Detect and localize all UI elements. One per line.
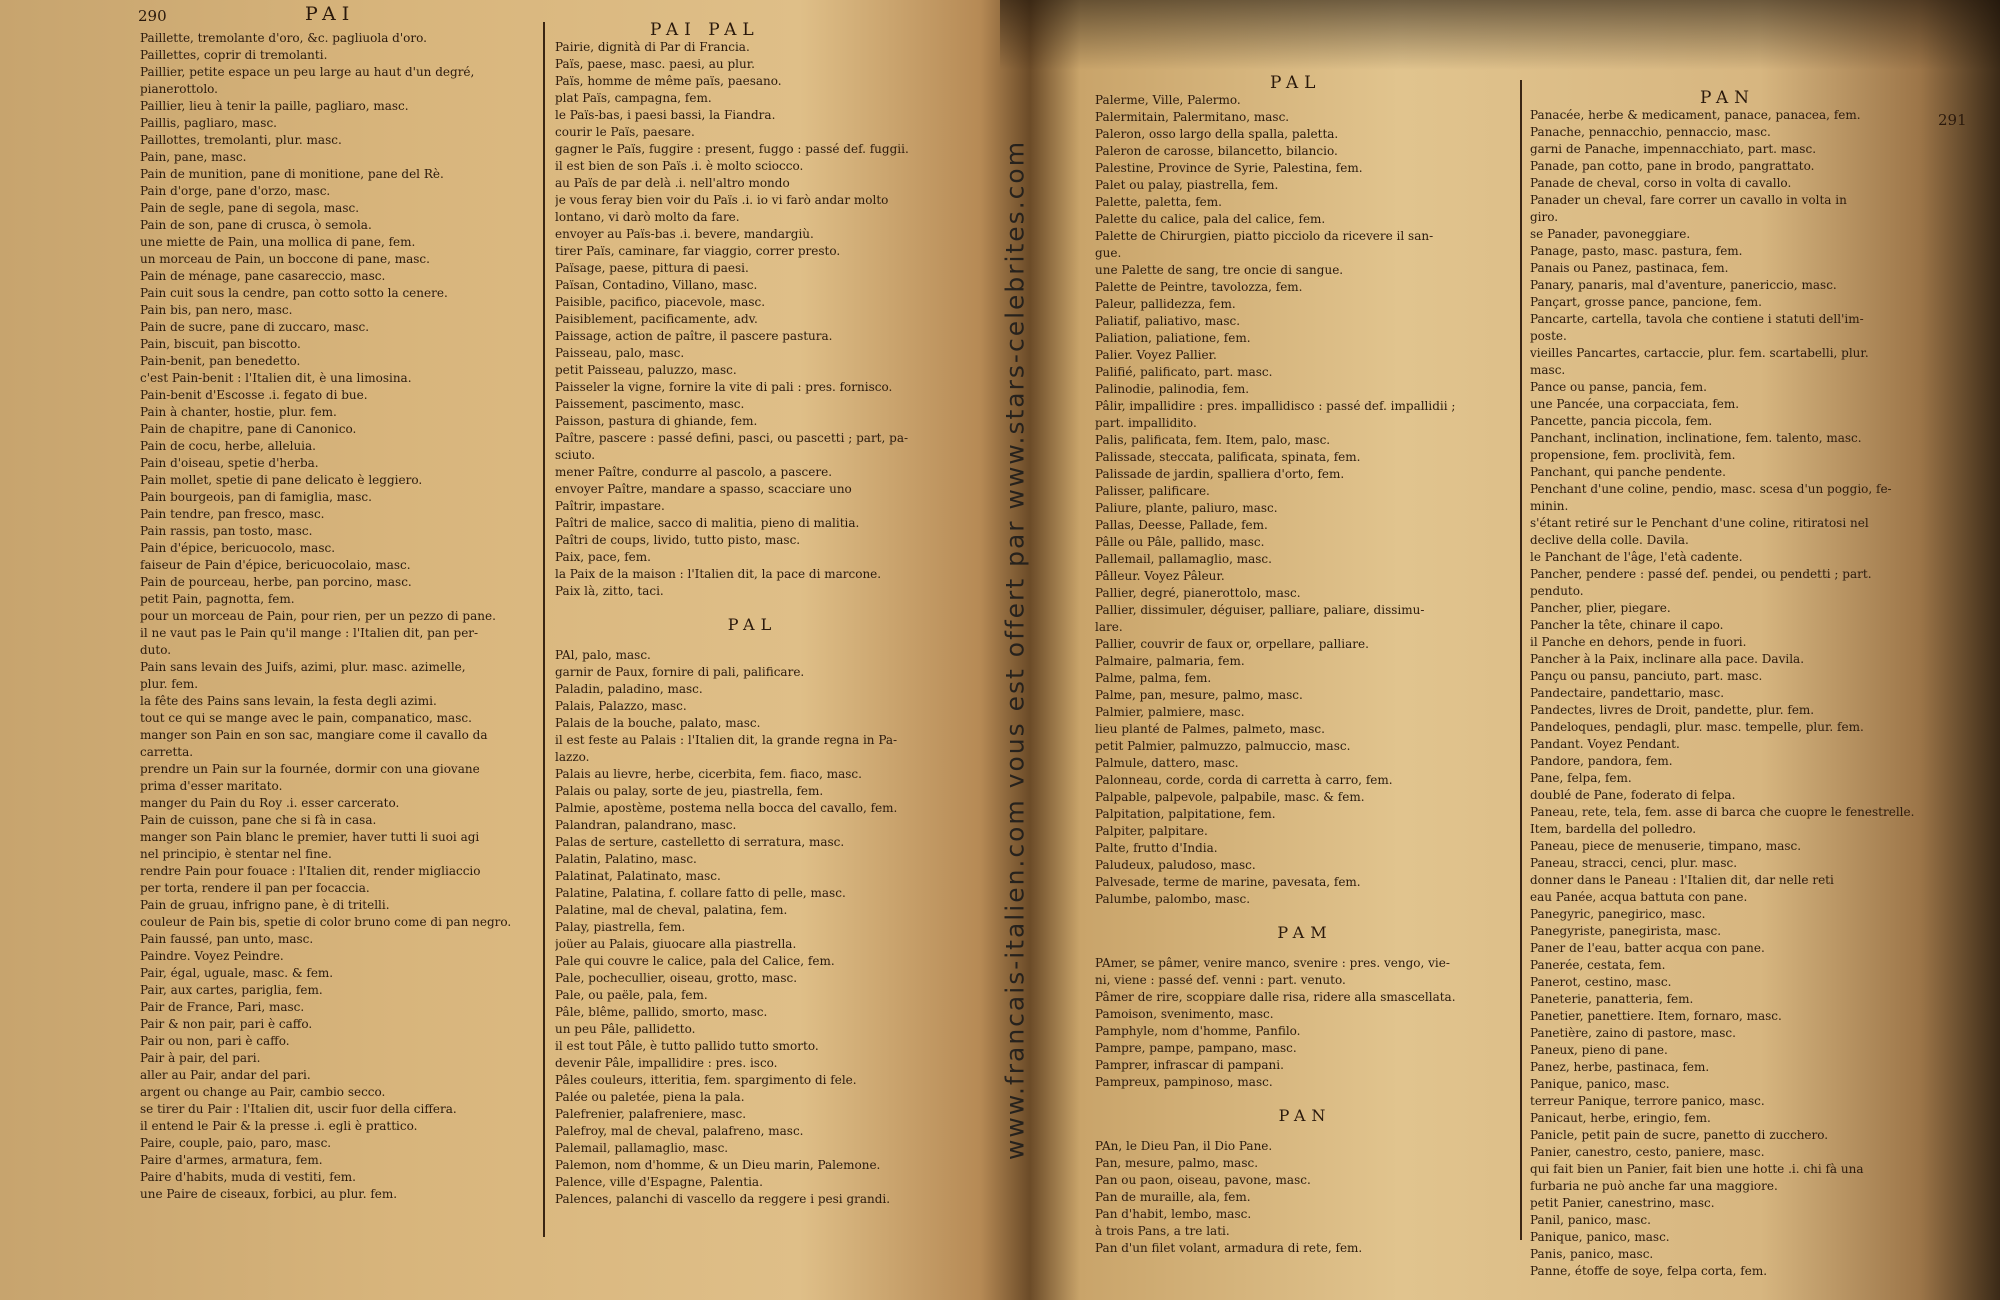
dictionary-entry: PAl, palo, masc.: [555, 648, 651, 662]
dictionary-entry: Pair à pair, del pari.: [140, 1051, 261, 1065]
dictionary-entry: Palatinat, Palatinato, masc.: [555, 869, 721, 883]
dictionary-entry: un peu Pâle, pallidetto.: [555, 1022, 696, 1036]
dictionary-entry: Palestine, Province de Syrie, Palestina, fem.: [1095, 161, 1363, 175]
dictionary-entry: Pamprer, infrascar di pampani.: [1095, 1058, 1284, 1072]
dictionary-entry: lazzo.: [555, 750, 590, 764]
dictionary-entry: garnir de Paux, fornire di pali, palificare.: [555, 665, 805, 679]
dictionary-entry: Palefrenier, palafreniere, masc.: [555, 1107, 747, 1121]
dictionary-entry: Paisson, pastura di ghiande, fem.: [555, 414, 758, 428]
dictionary-entry: Paneterie, panatteria, fem.: [1530, 992, 1694, 1006]
dictionary-entry: Pain rassis, pan tosto, masc.: [140, 524, 313, 538]
dictionary-entry: Pain bourgeois, pan di famiglia, masc.: [140, 490, 372, 504]
dictionary-entry: Palette de Peintre, tavolozza, fem.: [1095, 280, 1303, 294]
dictionary-entry: Pain sans levain des Juifs, azimi, plur. masc. azimelle,: [140, 660, 466, 674]
dictionary-entry: Panache, pennacchio, pennaccio, masc.: [1530, 125, 1771, 139]
dictionary-entry: Palette de Chirurgien, piatto picciolo da ricevere il san-: [1095, 229, 1434, 243]
dictionary-entry: Paneau, piece de menuserie, timpano, masc.: [1530, 839, 1802, 853]
dictionary-entry: Pallemail, pallamaglio, masc.: [1095, 552, 1272, 566]
dictionary-entry: Pandore, pandora, fem.: [1530, 754, 1673, 768]
dictionary-entry: Paissement, pascimento, masc.: [555, 397, 745, 411]
dictionary-entry: Paillette, tremolante d'oro, &c. pagliuola d'oro.: [140, 31, 427, 45]
dictionary-entry: Pâlleur. Voyez Pâleur.: [1095, 569, 1225, 583]
dictionary-entry: part. impallidito.: [1095, 416, 1197, 430]
dictionary-entry: Palais, Palazzo, masc.: [555, 699, 687, 713]
dictionary-entry: la fête des Pains sans levain, la festa degli azimi.: [140, 694, 437, 708]
dictionary-entry: Panchant, inclination, inclinatione, fem. talento, masc.: [1530, 431, 1862, 445]
dictionary-entry: le Païs-bas, i paesi bassi, la Fiandra.: [555, 108, 776, 122]
dictionary-entry: Pane, felpa, fem.: [1530, 771, 1632, 785]
dictionary-entry: Pâles couleurs, itteritia, fem. spargimento di fele.: [555, 1073, 857, 1087]
dictionary-entry: Pain, biscuit, pan biscotto.: [140, 337, 301, 351]
dictionary-entry: envoyer au Païs-bas .i. bevere, mandargiù.: [555, 227, 814, 241]
dictionary-entry: Panetier, panettiere. Item, fornaro, masc.: [1530, 1009, 1782, 1023]
dictionary-entry: terreur Panique, terrore panico, masc.: [1530, 1094, 1765, 1108]
dictionary-entry: Pandant. Voyez Pendant.: [1530, 737, 1680, 751]
dictionary-entry: Pampreux, pampinoso, masc.: [1095, 1075, 1273, 1089]
dictionary-entry: Pancher, plier, piegare.: [1530, 601, 1671, 615]
dictionary-entry: Palée ou paletée, piena la pala.: [555, 1090, 745, 1104]
dictionary-entry: Panier, canestro, cesto, paniere, masc.: [1530, 1145, 1765, 1159]
dictionary-entry: Pancher à la Paix, inclinare alla pace. Davila.: [1530, 652, 1805, 666]
dictionary-entry: Pain de segle, pane di segola, masc.: [140, 201, 360, 215]
dictionary-entry: Pain, pane, masc.: [140, 150, 247, 164]
dictionary-entry: garni de Panache, impennacchiato, part. masc.: [1530, 142, 1817, 156]
dictionary-entry: Pairie, dignità di Par di Francia.: [555, 40, 750, 54]
dictionary-entry: il Panche en dehors, pende in fuori.: [1530, 635, 1747, 649]
section-heading: PAN: [1278, 1106, 1332, 1125]
dictionary-entry: couleur de Pain bis, spetie di color bruno come di pan negro.: [140, 915, 512, 929]
dictionary-entry: Paillis, pagliaro, masc.: [140, 116, 277, 130]
dictionary-entry: c'est Pain-benit : l'Italien dit, è una limosina.: [140, 371, 412, 385]
dictionary-entry: argent ou change au Pair, cambio secco.: [140, 1085, 386, 1099]
dictionary-entry: Palatine, Palatina, f. collare fatto di pelle, masc.: [555, 886, 846, 900]
dictionary-entry: sciuto.: [555, 448, 596, 462]
dictionary-entry: PAn, le Dieu Pan, il Dio Pane.: [1095, 1139, 1273, 1153]
dictionary-entry: Panade, pan cotto, pane in brodo, pangrattato.: [1530, 159, 1815, 173]
dictionary-entry: Palpable, palpevole, palpabile, masc. & fem.: [1095, 790, 1365, 804]
dictionary-entry: courir le Païs, paesare.: [555, 125, 695, 139]
dictionary-entry: Pain bis, pan nero, masc.: [140, 303, 293, 317]
dictionary-entry: gue.: [1095, 246, 1122, 260]
dictionary-entry: Palay, piastrella, fem.: [555, 920, 686, 934]
column-rule: [1520, 80, 1522, 1240]
dictionary-entry: Panique, panico, masc.: [1530, 1077, 1670, 1091]
dictionary-entry: Pair de France, Pari, masc.: [140, 1000, 305, 1014]
dictionary-entry: Panis, panico, masc.: [1530, 1247, 1654, 1261]
dictionary-entry: Palences, palanchi di vascello da reggere i pesi grandi.: [555, 1192, 891, 1206]
dictionary-entry: Paneau, stracci, cenci, plur. masc.: [1530, 856, 1738, 870]
dictionary-entry: Pâlir, impallidire : pres. impallidisco : passé def. impallidii ;: [1095, 399, 1456, 413]
dictionary-entry: Pain mollet, spetie di pane delicato è leggiero.: [140, 473, 423, 487]
dictionary-entry: Pancarte, cartella, tavola che contiene i statuti dell'im-: [1530, 312, 1864, 326]
dictionary-entry: Palis, palificata, fem. Item, palo, masc.: [1095, 433, 1331, 447]
dictionary-entry: Palemail, pallamaglio, masc.: [555, 1141, 729, 1155]
dictionary-entry: minin.: [1530, 499, 1569, 513]
watermark: [1000, 140, 1030, 1160]
dictionary-entry: rendre Pain pour fouace : l'Italien dit, render migliaccio: [140, 864, 481, 878]
column-header: PAI PAL: [650, 20, 760, 40]
dictionary-entry: petit Palmier, palmuzzo, palmuccio, masc.: [1095, 739, 1351, 753]
dictionary-entry: Paîtrir, impastare.: [555, 499, 665, 513]
dictionary-entry: qui fait bien un Panier, fait bien une hotte .i. chi fà una: [1530, 1162, 1864, 1176]
dictionary-entry: Palatin, Palatino, masc.: [555, 852, 697, 866]
dictionary-entry: Palette, paletta, fem.: [1095, 195, 1222, 209]
dictionary-entry: s'étant retiré sur le Penchant d'une coline, ritiratosi nel: [1530, 516, 1869, 530]
dictionary-entry: une miette de Pain, una mollica di pane, fem.: [140, 235, 416, 249]
dictionary-entry: Palissade, steccata, palificata, spinata, fem.: [1095, 450, 1361, 464]
dictionary-entry: Panicaut, herbe, eringio, fem.: [1530, 1111, 1711, 1125]
dictionary-entry: vieilles Pancartes, cartaccie, plur. fem. scartabelli, plur.: [1530, 346, 1869, 360]
dictionary-entry: Pain de son, pane di crusca, ò semola.: [140, 218, 372, 232]
dictionary-entry: petit Pain, pagnotta, fem.: [140, 592, 295, 606]
dictionary-entry: Palissade de jardin, spalliera d'orto, fem.: [1095, 467, 1345, 481]
column-rule: [543, 22, 545, 1237]
page-number: 291: [1938, 111, 1967, 129]
dictionary-entry: Pain de sucre, pane di zuccaro, masc.: [140, 320, 370, 334]
dictionary-entry: Palumbe, palombo, masc.: [1095, 892, 1251, 906]
dictionary-entry: Paissage, action de paître, il pascere pastura.: [555, 329, 833, 343]
dictionary-entry: tirer Païs, caminare, far viaggio, correr presto.: [555, 244, 841, 258]
dictionary-entry: lare.: [1095, 620, 1123, 634]
dictionary-entry: propensione, fem. proclività, fem.: [1530, 448, 1736, 462]
dictionary-entry: Paîtri de coups, livido, tutto pisto, masc.: [555, 533, 801, 547]
dictionary-entry: Pain de ménage, pane casareccio, masc.: [140, 269, 386, 283]
dictionary-entry: Paisseau, palo, masc.: [555, 346, 685, 360]
dictionary-entry: furbaria ne può anche far una maggiore.: [1530, 1179, 1778, 1193]
dictionary-entry: une Palette de sang, tre oncie di sangue.: [1095, 263, 1344, 277]
dictionary-entry: Pancher la tête, chinare il capo.: [1530, 618, 1724, 632]
dictionary-entry: Pair, aux cartes, pariglia, fem.: [140, 983, 323, 997]
dictionary-entry: Pâle, blême, pallido, smorto, masc.: [555, 1005, 768, 1019]
dictionary-entry: Palette du calice, pala del calice, fem.: [1095, 212, 1326, 226]
dictionary-entry: Palas de serture, castelletto di serratura, masc.: [555, 835, 845, 849]
dictionary-entry: la Paix de la maison : l'Italien dit, la pace di marcone.: [555, 567, 882, 581]
dictionary-entry: Palet ou palay, piastrella, fem.: [1095, 178, 1279, 192]
dictionary-entry: Païsage, paese, pittura di paesi.: [555, 261, 749, 275]
dictionary-entry: masc.: [1530, 363, 1566, 377]
dictionary-entry: Pallas, Deesse, Pallade, fem.: [1095, 518, 1268, 532]
dictionary-entry: Palandran, palandrano, masc.: [555, 818, 737, 832]
dictionary-entry: Pan, mesure, palmo, masc.: [1095, 1156, 1259, 1170]
dictionary-entry: plat Païs, campagna, fem.: [555, 91, 712, 105]
dictionary-entry: manger son Pain en son sac, mangiare come il cavallo da: [140, 728, 488, 742]
dictionary-entry: Paneux, pieno di pane.: [1530, 1043, 1668, 1057]
dictionary-entry: Pain-benit d'Escosse .i. fegato di bue.: [140, 388, 368, 402]
dictionary-entry: Pain de munition, pane di monitione, pane del Rè.: [140, 167, 444, 181]
dictionary-entry: Panacée, herbe & medicament, panace, panacea, fem.: [1530, 108, 1861, 122]
dictionary-entry: Palvesade, terme de marine, pavesata, fem.: [1095, 875, 1361, 889]
dictionary-entry: Palmaire, palmaria, fem.: [1095, 654, 1245, 668]
dictionary-entry: Pan d'un filet volant, armadura di rete, fem.: [1095, 1241, 1363, 1255]
dictionary-entry: Paix là, zitto, taci.: [555, 584, 664, 598]
dictionary-entry: au Païs de par delà .i. nell'altro mondo: [555, 176, 790, 190]
dictionary-entry: Pain de chapitre, pane di Canonico.: [140, 422, 357, 436]
dictionary-entry: le Panchant de l'âge, l'età cadente.: [1530, 550, 1743, 564]
column-right: [555, 22, 950, 1208]
dictionary-entry: Paleron, osso largo della spalla, paletta.: [1095, 127, 1339, 141]
column-header: PAL: [1270, 73, 1322, 93]
dictionary-entry: Paillier, lieu à tenir la paille, pagliaro, masc.: [140, 99, 409, 113]
dictionary-entry: gagner le Païs, fuggire : present, fuggo : passé def. fuggii.: [555, 142, 909, 156]
dictionary-entry: Pain d'oiseau, spetie d'herba.: [140, 456, 319, 470]
dictionary-entry: declive della colle. Davila.: [1530, 533, 1689, 547]
dictionary-entry: Panegyriste, panegirista, masc.: [1530, 924, 1722, 938]
dictionary-entry: Paire, couple, paio, paro, masc.: [140, 1136, 332, 1150]
dictionary-entry: Pallier, dissimuler, déguiser, palliare, paliare, dissimu-: [1095, 603, 1425, 617]
right-page: [1030, 0, 2000, 1300]
dictionary-entry: Pan d'habit, lembo, masc.: [1095, 1207, 1252, 1221]
dictionary-entry: Pain-benit, pan benedetto.: [140, 354, 301, 368]
dictionary-entry: prima d'esser maritato.: [140, 779, 283, 793]
dictionary-entry: Paliure, plante, paliuro, masc.: [1095, 501, 1278, 515]
dictionary-entry: manger du Pain du Roy .i. esser carcerato.: [140, 796, 400, 810]
dictionary-entry: Pance ou panse, pancia, fem.: [1530, 380, 1707, 394]
dictionary-entry: se tirer du Pair : l'Italien dit, uscir fuor della ciffera.: [140, 1102, 457, 1116]
dictionary-entry: Palais au lievre, herbe, cicerbita, fem. fiaco, masc.: [555, 767, 862, 781]
dictionary-entry: Pair, égal, uguale, masc. & fem.: [140, 966, 334, 980]
dictionary-entry: Pamoison, svenimento, masc.: [1095, 1007, 1274, 1021]
dictionary-entry: Palme, pan, mesure, palmo, masc.: [1095, 688, 1303, 702]
dictionary-entry: Pandectaire, pandettario, masc.: [1530, 686, 1725, 700]
dictionary-entry: Pain tendre, pan fresco, masc.: [140, 507, 325, 521]
dictionary-entry: Panchant, qui panche pendente.: [1530, 465, 1726, 479]
column-left: [1095, 75, 1515, 1257]
dictionary-entry: petit Panier, canestrino, masc.: [1530, 1196, 1715, 1210]
dictionary-entry: envoyer Paître, mandare a spasso, scacciare uno: [555, 482, 852, 496]
dictionary-entry: carretta.: [140, 745, 194, 759]
dictionary-entry: Panerot, cestino, masc.: [1530, 975, 1672, 989]
dictionary-entry: il ne vaut pas le Pain qu'il mange : l'Italien dit, pan per-: [140, 626, 479, 640]
dictionary-entry: penduto.: [1530, 584, 1584, 598]
dictionary-entry: Pain de gruau, infrigno pane, è di tritelli.: [140, 898, 390, 912]
dictionary-entry: Pain faussé, pan unto, masc.: [140, 932, 314, 946]
dictionary-entry: il est tout Pâle, è tutto pallido tutto smorto.: [555, 1039, 819, 1053]
dictionary-entry: Pandectes, livres de Droit, pandette, plur. fem.: [1530, 703, 1815, 717]
dictionary-entry: Paître, pascere : passé defini, pasci, ou pascetti ; part, pa-: [555, 431, 909, 445]
dictionary-entry: Panage, pasto, masc. pastura, fem.: [1530, 244, 1743, 258]
dictionary-entry: il entend le Pair & la presse .i. egli è prattico.: [140, 1119, 418, 1133]
dictionary-entry: joüer au Palais, giuocare alla piastrella.: [555, 937, 797, 951]
column-header: PAN: [1700, 88, 1756, 108]
dictionary-entry: Panez, herbe, pastinaca, fem.: [1530, 1060, 1710, 1074]
dictionary-entry: plur. fem.: [140, 677, 199, 691]
dictionary-entry: Palence, ville d'Espagne, Palentia.: [555, 1175, 763, 1189]
dictionary-entry: Paire d'habits, muda di vestiti, fem.: [140, 1170, 356, 1184]
dictionary-entry: Pain cuit sous la cendre, pan cotto sotto la cenere.: [140, 286, 448, 300]
dictionary-entry: Palmier, palmiere, masc.: [1095, 705, 1245, 719]
dictionary-entry: Panade de cheval, corso in volta di cavallo.: [1530, 176, 1792, 190]
dictionary-entry: per torta, rendere il pan per focaccia.: [140, 881, 370, 895]
dictionary-entry: Palatine, mal de cheval, palatina, fem.: [555, 903, 788, 917]
dictionary-entry: Paisseler la vigne, fornire la vite di pali : pres. fornisco.: [555, 380, 893, 394]
dictionary-entry: Paneau, rete, tela, fem. asse di barca che cuopre le fenestrelle.: [1530, 805, 1915, 819]
dictionary-entry: Palinodie, palinodia, fem.: [1095, 382, 1250, 396]
dictionary-entry: Pain d'épice, bericuocolo, masc.: [140, 541, 336, 555]
dictionary-entry: Palier. Voyez Pallier.: [1095, 348, 1217, 362]
dictionary-entry: Pandeloques, pendagli, plur. masc. tempelle, plur. fem.: [1530, 720, 1864, 734]
dictionary-entry: à trois Pans, a tre lati.: [1095, 1224, 1230, 1238]
dictionary-entry: Pan ou paon, oiseau, pavone, masc.: [1095, 1173, 1311, 1187]
dictionary-entry: Paillottes, tremolanti, plur. masc.: [140, 133, 342, 147]
dictionary-entry: poste.: [1530, 329, 1567, 343]
dictionary-entry: Panne, étoffe de soye, felpa corta, fem.: [1530, 1264, 1768, 1278]
dictionary-entry: Pallier, degré, pianerottolo, masc.: [1095, 586, 1301, 600]
dictionary-entry: manger son Pain blanc le premier, haver tutti li suoi agi: [140, 830, 480, 844]
dictionary-entry: Pair ou non, pari è caffo.: [140, 1034, 290, 1048]
dictionary-entry: Paleur, pallidezza, fem.: [1095, 297, 1236, 311]
dictionary-entry: duto.: [140, 643, 172, 657]
dictionary-entry: Pale, ou paële, pala, fem.: [555, 988, 708, 1002]
dictionary-entry: Paillettes, coprir di tremolanti.: [140, 48, 328, 62]
dictionary-entry: Panique, panico, masc.: [1530, 1230, 1670, 1244]
dictionary-entry: Païs, homme de même païs, paesano.: [555, 74, 782, 88]
dictionary-entry: Pâmer de rire, scoppiare dalle risa, ridere alla smascellata.: [1095, 990, 1456, 1004]
dictionary-entry: Pain de cuisson, pane che si fà in casa.: [140, 813, 377, 827]
dictionary-entry: Pancette, pancia piccola, fem.: [1530, 414, 1713, 428]
dictionary-entry: giro.: [1530, 210, 1559, 224]
dictionary-entry: Paliatif, paliativo, masc.: [1095, 314, 1241, 328]
dictionary-entry: aller au Pair, andar del pari.: [140, 1068, 311, 1082]
dictionary-entry: Païs, paese, masc. paesi, au plur.: [555, 57, 755, 71]
dictionary-entry: Panary, panaris, mal d'aventure, panericcio, masc.: [1530, 278, 1837, 292]
dictionary-entry: Palte, frutto d'India.: [1095, 841, 1218, 855]
dictionary-entry: devenir Pâle, impallidire : pres. isco.: [555, 1056, 778, 1070]
column-left: [140, 30, 535, 1203]
dictionary-entry: Palefroy, mal de cheval, palafreno, masc.: [555, 1124, 804, 1138]
dictionary-entry: Paner de l'eau, batter acqua con pane.: [1530, 941, 1765, 955]
dictionary-entry: Palifié, palificato, part. masc.: [1095, 365, 1273, 379]
dictionary-entry: Palonneau, corde, corda di carretta à carro, fem.: [1095, 773, 1393, 787]
dictionary-entry: tout ce qui se mange avec le pain, companatico, masc.: [140, 711, 472, 725]
dictionary-entry: Palmie, apostème, postema nella bocca del cavallo, fem.: [555, 801, 898, 815]
dictionary-entry: Pale, pochecullier, oiseau, grotto, masc.: [555, 971, 798, 985]
dictionary-entry: Palerme, Ville, Palermo.: [1095, 93, 1241, 107]
dictionary-entry: lieu planté de Palmes, palmeto, masc.: [1095, 722, 1325, 736]
dictionary-entry: Paladin, paladino, masc.: [555, 682, 703, 696]
dictionary-entry: Pancher, pendere : passé def. pendei, ou pendetti ; part.: [1530, 567, 1872, 581]
dictionary-entry: Palais ou palay, sorte de jeu, piastrella, fem.: [555, 784, 824, 798]
running-header: PAI: [305, 3, 356, 25]
dictionary-entry: Penchant d'une coline, pendio, masc. scesa d'un poggio, fe-: [1530, 482, 1892, 496]
dictionary-entry: Pan de muraille, ala, fem.: [1095, 1190, 1251, 1204]
dictionary-entry: ni, viene : passé def. venni : part. venuto.: [1095, 973, 1346, 987]
dictionary-entry: Palisser, palificare.: [1095, 484, 1210, 498]
dictionary-entry: Panerée, cestata, fem.: [1530, 958, 1666, 972]
section-heading: PAL: [727, 615, 778, 634]
dictionary-entry: Paleron de carosse, bilancetto, bilancio.: [1095, 144, 1338, 158]
dictionary-entry: Pain à chanter, hostie, plur. fem.: [140, 405, 337, 419]
column-right: [1530, 90, 1935, 1280]
dictionary-entry: Panetière, zaino di pastore, masc.: [1530, 1026, 1736, 1040]
dictionary-entry: une Paire de ciseaux, forbici, au plur. fem.: [140, 1187, 398, 1201]
dictionary-entry: Paisiblement, pacificamente, adv.: [555, 312, 758, 326]
dictionary-entry: Item, bardella del polledro.: [1530, 822, 1697, 836]
dictionary-entry: Paisible, pacifico, piacevole, masc.: [555, 295, 766, 309]
dictionary-entry: il est feste au Palais : l'Italien dit, la grande regna in Pa-: [555, 733, 898, 747]
dictionary-entry: Pamphyle, nom d'homme, Panfilo.: [1095, 1024, 1301, 1038]
dictionary-entry: Paîtri de malice, sacco di malitia, pieno di malitia.: [555, 516, 860, 530]
dictionary-entry: Pain de pourceau, herbe, pan porcino, masc.: [140, 575, 412, 589]
dictionary-entry: lontano, vi darò molto da fare.: [555, 210, 740, 224]
dictionary-entry: PAmer, se pâmer, venire manco, svenire : pres. vengo, vie-: [1095, 956, 1450, 970]
dictionary-entry: faiseur de Pain d'épice, bericuocolaio, masc.: [140, 558, 411, 572]
dictionary-entry: Palais de la bouche, palato, masc.: [555, 716, 761, 730]
dictionary-entry: Panil, panico, masc.: [1530, 1213, 1651, 1227]
dictionary-entry: Palemon, nom d'homme, & un Dieu marin, Palemone.: [555, 1158, 881, 1172]
dictionary-entry: Paliation, paliatione, fem.: [1095, 331, 1251, 345]
dictionary-entry: pianerottolo.: [140, 82, 218, 96]
dictionary-entry: se Panader, pavoneggiare.: [1530, 227, 1691, 241]
dictionary-entry: Païsan, Contadino, Villano, masc.: [555, 278, 758, 292]
dictionary-entry: doublé de Pane, foderato di felpa.: [1530, 788, 1736, 802]
dictionary-entry: Pâlle ou Pâle, pallido, masc.: [1095, 535, 1265, 549]
dictionary-entry: eau Panée, acqua battuta con pane.: [1530, 890, 1748, 904]
dictionary-entry: il est bien de son Païs .i. è molto sciocco.: [555, 159, 804, 173]
dictionary-entry: Pampre, pampe, pampano, masc.: [1095, 1041, 1297, 1055]
dictionary-entry: Panicle, petit pain de sucre, panetto di zucchero.: [1530, 1128, 1829, 1142]
dictionary-entry: nel principio, è stentar nel fine.: [140, 847, 332, 861]
dictionary-entry: Palpitation, palpitatione, fem.: [1095, 807, 1276, 821]
dictionary-entry: prendre un Pain sur la fournée, dormir con una giovane: [140, 762, 480, 776]
watermark-text: www.francais-italien.com vous est offert par www.stars-celebrites.com: [1000, 139, 1030, 1161]
dictionary-entry: Paix, pace, fem.: [555, 550, 651, 564]
dictionary-entry: Paire d'armes, armatura, fem.: [140, 1153, 323, 1167]
dictionary-entry: Panegyric, panegirico, masc.: [1530, 907, 1706, 921]
dictionary-entry: Pain d'orge, pane d'orzo, masc.: [140, 184, 331, 198]
dictionary-entry: Palme, palma, fem.: [1095, 671, 1212, 685]
dictionary-entry: Panais ou Panez, pastinaca, fem.: [1530, 261, 1729, 275]
dictionary-entry: mener Paître, condurre al pascolo, a pascere.: [555, 465, 833, 479]
dictionary-entry: Pançu ou pansu, panciuto, part. masc.: [1530, 669, 1763, 683]
dictionary-entry: Paillier, petite espace un peu large au haut d'un degré,: [140, 65, 475, 79]
dictionary-entry: Pançart, grosse pance, pancione, fem.: [1530, 295, 1762, 309]
dictionary-entry: un morceau de Pain, un boccone di pane, masc.: [140, 252, 430, 266]
dictionary-entry: Palermitain, Palermitano, masc.: [1095, 110, 1290, 124]
dictionary-entry: je vous feray bien voir du Païs .i. io vi farò andar molto: [555, 193, 889, 207]
section-heading: PAM: [1277, 923, 1333, 942]
dictionary-entry: donner dans le Paneau : l'Italien dit, dar nelle reti: [1530, 873, 1834, 887]
dictionary-entry: Pain de cocu, herbe, alleluia.: [140, 439, 316, 453]
dictionary-entry: Pale qui couvre le calice, pala del Calice, fem.: [555, 954, 835, 968]
dictionary-entry: Paindre. Voyez Peindre.: [140, 949, 284, 963]
dictionary-entry: Pallier, couvrir de faux or, orpellare, palliare.: [1095, 637, 1369, 651]
page-number: 290: [138, 7, 167, 25]
dictionary-entry: Palpiter, palpitare.: [1095, 824, 1208, 838]
dictionary-entry: petit Paisseau, paluzzo, masc.: [555, 363, 737, 377]
dictionary-entry: pour un morceau de Pain, pour rien, per un pezzo di pane.: [140, 609, 496, 623]
dictionary-entry: Pair & non pair, pari è caffo.: [140, 1017, 313, 1031]
dictionary-entry: Palmule, dattero, masc.: [1095, 756, 1239, 770]
dictionary-entry: Paludeux, paludoso, masc.: [1095, 858, 1256, 872]
dictionary-entry: Panader un cheval, fare correr un cavallo in volta in: [1530, 193, 1847, 207]
dictionary-entry: une Pancée, una corpacciata, fem.: [1530, 397, 1740, 411]
